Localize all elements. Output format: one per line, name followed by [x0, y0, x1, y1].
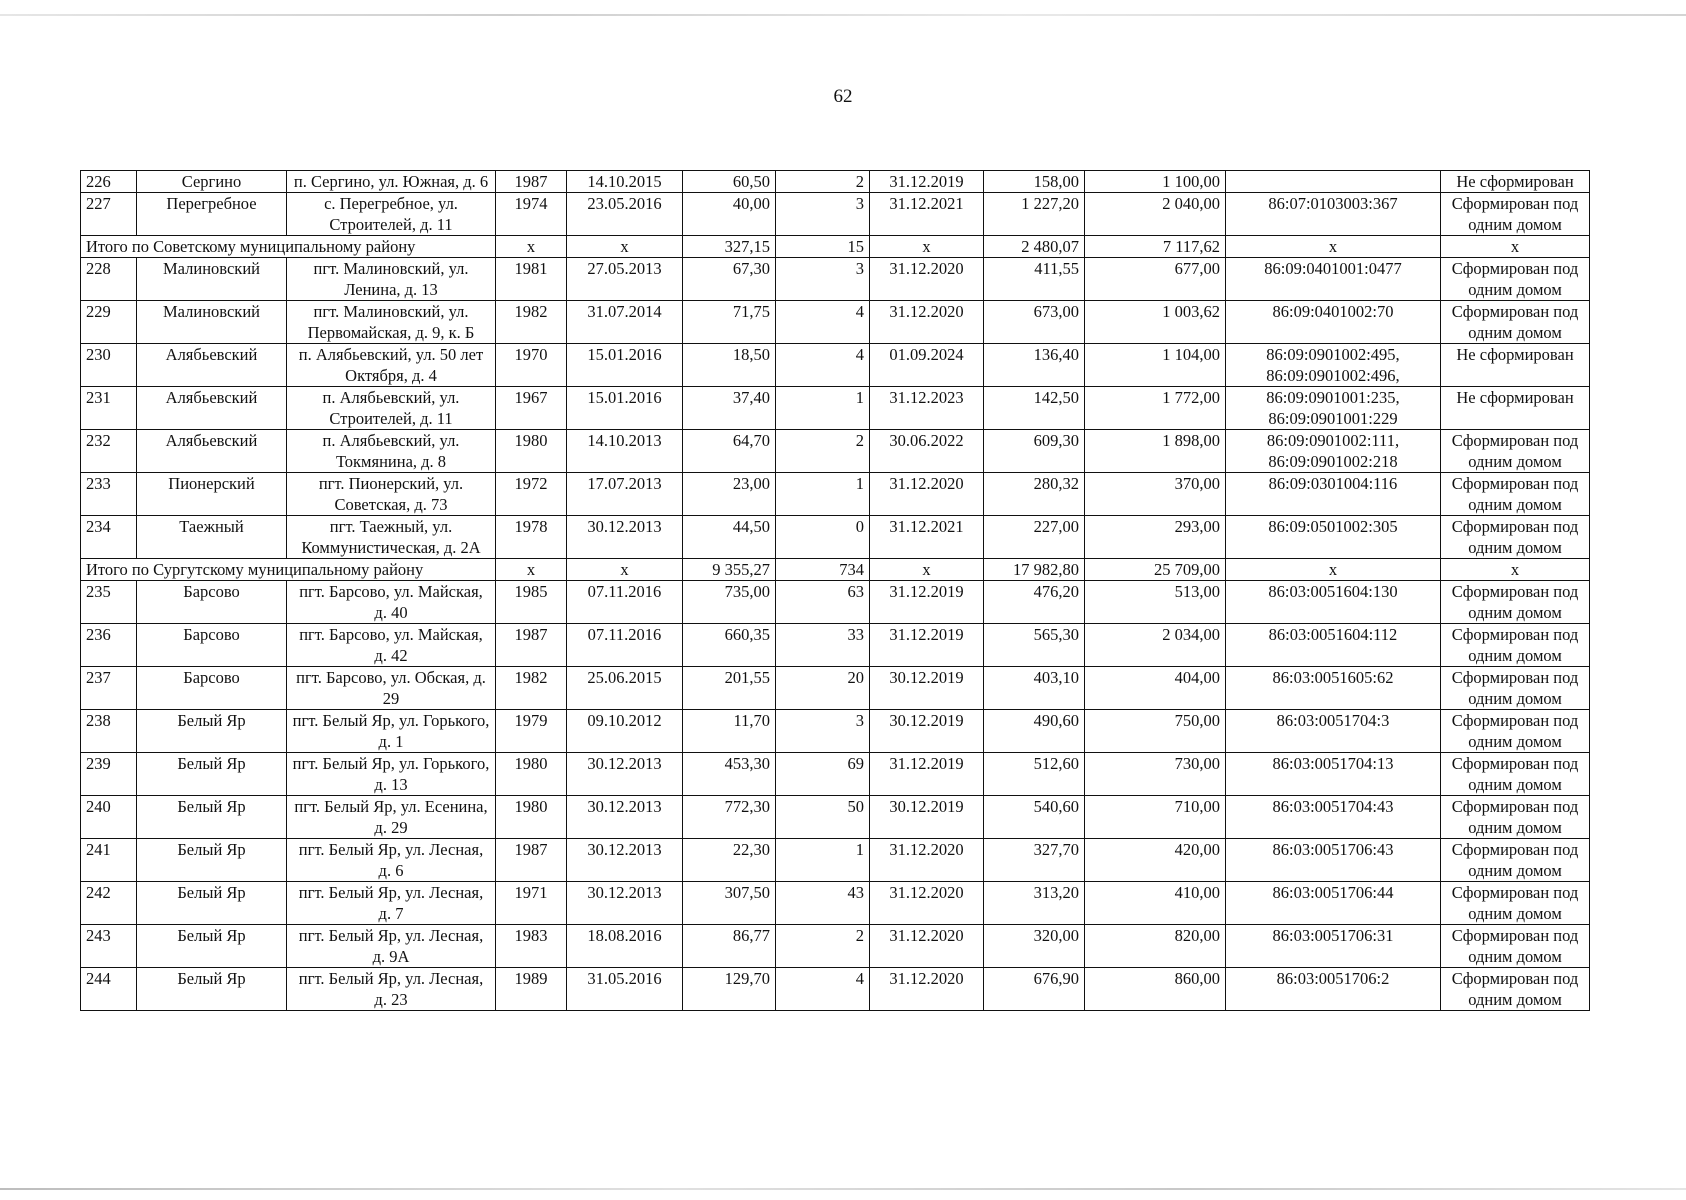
amount1-cell: 227,00	[984, 516, 1085, 559]
settlement-cell: Алябьевский	[137, 387, 287, 430]
deadline-cell: 31.12.2020	[870, 301, 984, 344]
amount2-cell: 404,00	[1085, 667, 1226, 710]
settlement-cell: Белый Яр	[137, 753, 287, 796]
amount1-cell: 565,30	[984, 624, 1085, 667]
register-table	[80, 170, 1590, 1011]
amount2-cell: 1 898,00	[1085, 430, 1226, 473]
amount1-cell: 313,20	[984, 882, 1085, 925]
amount2-cell: 293,00	[1085, 516, 1226, 559]
persons-cell: 734	[776, 559, 870, 581]
amount2-cell: 25 709,00	[1085, 559, 1226, 581]
status-cell: Сформирован под одним домом	[1441, 710, 1590, 753]
address-cell: п. Алябьевский, ул. 50 лет Октября, д. 4	[287, 344, 496, 387]
table-row	[81, 516, 1590, 559]
status-cell: х	[1441, 559, 1590, 581]
table-row	[81, 430, 1590, 473]
address-cell: пгт. Малиновский, ул. Первомайская, д. 9, к. Б	[287, 301, 496, 344]
table-row	[81, 301, 1590, 344]
subtotal-row	[81, 559, 1590, 581]
status-cell: Сформирован под одним домом	[1441, 193, 1590, 236]
row-number: 236	[81, 624, 137, 667]
settlement-cell: Пионерский	[137, 473, 287, 516]
subtotal-label: Итого по Советскому муниципальному району	[81, 236, 496, 258]
address-cell: пгт. Барсово, ул. Майская, д. 40	[287, 581, 496, 624]
cadastral-cell: 86:03:0051704:3	[1226, 710, 1441, 753]
page-number: 62	[833, 86, 853, 107]
deadline-cell: 31.12.2020	[870, 839, 984, 882]
amount2-cell: 370,00	[1085, 473, 1226, 516]
cadastral-cell: 86:03:0051706:43	[1226, 839, 1441, 882]
amount1-cell: 490,60	[984, 710, 1085, 753]
cadastral-cell: х	[1226, 559, 1441, 581]
settlement-cell: Сергино	[137, 171, 287, 193]
register-body	[81, 171, 1590, 1011]
area-cell: 67,30	[683, 258, 776, 301]
row-number: 238	[81, 710, 137, 753]
amount2-cell: 820,00	[1085, 925, 1226, 968]
amount2-cell: 730,00	[1085, 753, 1226, 796]
cadastral-cell: 86:09:0901001:235, 86:09:0901001:229	[1226, 387, 1441, 430]
status-cell: Сформирован под одним домом	[1441, 430, 1590, 473]
status-cell: Сформирован под одним домом	[1441, 258, 1590, 301]
status-cell: Сформирован под одним домом	[1441, 968, 1590, 1011]
settlement-cell: Таежный	[137, 516, 287, 559]
row-number: 241	[81, 839, 137, 882]
date-cell: 25.06.2015	[567, 667, 683, 710]
row-number: 229	[81, 301, 137, 344]
area-cell: 60,50	[683, 171, 776, 193]
cadastral-cell: 86:03:0051706:44	[1226, 882, 1441, 925]
year-cell: 1970	[496, 344, 567, 387]
persons-cell: 3	[776, 258, 870, 301]
cadastral-cell: 86:09:0301004:116	[1226, 473, 1441, 516]
persons-cell: 33	[776, 624, 870, 667]
date-cell: 30.12.2013	[567, 839, 683, 882]
year-cell: х	[496, 559, 567, 581]
persons-cell: 43	[776, 882, 870, 925]
date-cell: 17.07.2013	[567, 473, 683, 516]
area-cell: 44,50	[683, 516, 776, 559]
amount2-cell: 2 040,00	[1085, 193, 1226, 236]
deadline-cell: 31.12.2019	[870, 171, 984, 193]
status-cell: Не сформирован	[1441, 387, 1590, 430]
amount2-cell: 710,00	[1085, 796, 1226, 839]
year-cell: 1979	[496, 710, 567, 753]
table-row	[81, 258, 1590, 301]
deadline-cell: 31.12.2020	[870, 925, 984, 968]
persons-cell: 63	[776, 581, 870, 624]
area-cell: 11,70	[683, 710, 776, 753]
area-cell: 735,00	[683, 581, 776, 624]
date-cell: 27.05.2013	[567, 258, 683, 301]
date-cell: 30.12.2013	[567, 753, 683, 796]
persons-cell: 50	[776, 796, 870, 839]
table-row	[81, 753, 1590, 796]
status-cell: Сформирован под одним домом	[1441, 473, 1590, 516]
area-cell: 86,77	[683, 925, 776, 968]
persons-cell: 1	[776, 387, 870, 430]
settlement-cell: Белый Яр	[137, 882, 287, 925]
area-cell: 40,00	[683, 193, 776, 236]
amount2-cell: 677,00	[1085, 258, 1226, 301]
subtotal-row	[81, 236, 1590, 258]
address-cell: пгт. Пионерский, ул. Советская, д. 73	[287, 473, 496, 516]
status-cell: Сформирован под одним домом	[1441, 516, 1590, 559]
deadline-cell: 31.12.2020	[870, 882, 984, 925]
status-cell: Сформирован под одним домом	[1441, 624, 1590, 667]
row-number: 232	[81, 430, 137, 473]
cadastral-cell: 86:09:0401002:70	[1226, 301, 1441, 344]
year-cell: 1974	[496, 193, 567, 236]
date-cell: х	[567, 559, 683, 581]
cadastral-cell	[1226, 171, 1441, 193]
settlement-cell: Барсово	[137, 667, 287, 710]
persons-cell: 15	[776, 236, 870, 258]
settlement-cell: Алябьевский	[137, 430, 287, 473]
address-cell: пгт. Барсово, ул. Майская, д. 42	[287, 624, 496, 667]
address-cell: пгт. Таежный, ул. Коммунистическая, д. 2А	[287, 516, 496, 559]
settlement-cell: Барсово	[137, 581, 287, 624]
amount1-cell: 280,32	[984, 473, 1085, 516]
year-cell: 1972	[496, 473, 567, 516]
row-number: 237	[81, 667, 137, 710]
settlement-cell: Белый Яр	[137, 839, 287, 882]
area-cell: 772,30	[683, 796, 776, 839]
address-cell: пгт. Белый Яр, ул. Лесная, д. 9А	[287, 925, 496, 968]
deadline-cell: 31.12.2023	[870, 387, 984, 430]
status-cell: Сформирован под одним домом	[1441, 753, 1590, 796]
scan-edge-top	[0, 14, 1686, 16]
table-row	[81, 839, 1590, 882]
status-cell: Сформирован под одним домом	[1441, 882, 1590, 925]
amount2-cell: 420,00	[1085, 839, 1226, 882]
date-cell: 15.01.2016	[567, 344, 683, 387]
persons-cell: 0	[776, 516, 870, 559]
settlement-cell: Малиновский	[137, 258, 287, 301]
amount2-cell: 1 003,62	[1085, 301, 1226, 344]
date-cell: 07.11.2016	[567, 581, 683, 624]
amount1-cell: 676,90	[984, 968, 1085, 1011]
cadastral-cell: 86:03:0051604:112	[1226, 624, 1441, 667]
table-row	[81, 968, 1590, 1011]
status-cell: Не сформирован	[1441, 344, 1590, 387]
table-row	[81, 667, 1590, 710]
settlement-cell: Алябьевский	[137, 344, 287, 387]
persons-cell: 1	[776, 839, 870, 882]
amount1-cell: 158,00	[984, 171, 1085, 193]
amount2-cell: 750,00	[1085, 710, 1226, 753]
cadastral-cell: 86:03:0051704:43	[1226, 796, 1441, 839]
year-cell: 1983	[496, 925, 567, 968]
row-number: 233	[81, 473, 137, 516]
date-cell: 18.08.2016	[567, 925, 683, 968]
persons-cell: 1	[776, 473, 870, 516]
row-number: 227	[81, 193, 137, 236]
year-cell: 1987	[496, 839, 567, 882]
deadline-cell: 31.12.2020	[870, 968, 984, 1011]
scan-edge-bottom	[0, 1188, 1686, 1190]
status-cell: Сформирован под одним домом	[1441, 839, 1590, 882]
date-cell: 30.12.2013	[567, 796, 683, 839]
table-row	[81, 925, 1590, 968]
area-cell: 129,70	[683, 968, 776, 1011]
amount2-cell: 1 100,00	[1085, 171, 1226, 193]
deadline-cell: 30.12.2019	[870, 710, 984, 753]
amount2-cell: 410,00	[1085, 882, 1226, 925]
row-number: 239	[81, 753, 137, 796]
date-cell: 31.07.2014	[567, 301, 683, 344]
cadastral-cell: 86:03:0051604:130	[1226, 581, 1441, 624]
cadastral-cell: 86:03:0051706:31	[1226, 925, 1441, 968]
persons-cell: 4	[776, 344, 870, 387]
deadline-cell: 01.09.2024	[870, 344, 984, 387]
row-number: 231	[81, 387, 137, 430]
year-cell: 1967	[496, 387, 567, 430]
row-number: 244	[81, 968, 137, 1011]
cadastral-cell: 86:03:0051706:2	[1226, 968, 1441, 1011]
row-number: 242	[81, 882, 137, 925]
year-cell: 1980	[496, 796, 567, 839]
area-cell: 22,30	[683, 839, 776, 882]
table-row	[81, 171, 1590, 193]
amount1-cell: 1 227,20	[984, 193, 1085, 236]
year-cell: 1981	[496, 258, 567, 301]
address-cell: п. Алябьевский, ул. Строителей, д. 11	[287, 387, 496, 430]
table-row	[81, 882, 1590, 925]
status-cell: Сформирован под одним домом	[1441, 581, 1590, 624]
date-cell: 23.05.2016	[567, 193, 683, 236]
deadline-cell: 31.12.2019	[870, 624, 984, 667]
persons-cell: 2	[776, 430, 870, 473]
date-cell: 31.05.2016	[567, 968, 683, 1011]
persons-cell: 69	[776, 753, 870, 796]
table-row	[81, 387, 1590, 430]
persons-cell: 4	[776, 968, 870, 1011]
cadastral-cell: 86:09:0901002:495, 86:09:0901002:496,	[1226, 344, 1441, 387]
deadline-cell: 30.12.2019	[870, 796, 984, 839]
deadline-cell: 30.12.2019	[870, 667, 984, 710]
date-cell: 14.10.2015	[567, 171, 683, 193]
table-row	[81, 193, 1590, 236]
settlement-cell: Белый Яр	[137, 925, 287, 968]
address-cell: пгт. Малиновский, ул. Ленина, д. 13	[287, 258, 496, 301]
area-cell: 18,50	[683, 344, 776, 387]
year-cell: 1982	[496, 301, 567, 344]
amount1-cell: 540,60	[984, 796, 1085, 839]
table-row	[81, 796, 1590, 839]
area-cell: 71,75	[683, 301, 776, 344]
area-cell: 37,40	[683, 387, 776, 430]
deadline-cell: 31.12.2019	[870, 753, 984, 796]
amount1-cell: 17 982,80	[984, 559, 1085, 581]
cadastral-cell: х	[1226, 236, 1441, 258]
row-number: 228	[81, 258, 137, 301]
status-cell: Не сформирован	[1441, 171, 1590, 193]
amount1-cell: 142,50	[984, 387, 1085, 430]
persons-cell: 3	[776, 193, 870, 236]
date-cell: 15.01.2016	[567, 387, 683, 430]
table-row	[81, 344, 1590, 387]
address-cell: пгт. Белый Яр, ул. Лесная, д. 6	[287, 839, 496, 882]
deadline-cell: 30.06.2022	[870, 430, 984, 473]
address-cell: пгт. Барсово, ул. Обская, д. 29	[287, 667, 496, 710]
cadastral-cell: 86:03:0051704:13	[1226, 753, 1441, 796]
deadline-cell: 31.12.2021	[870, 193, 984, 236]
amount1-cell: 673,00	[984, 301, 1085, 344]
cadastral-cell: 86:03:0051605:62	[1226, 667, 1441, 710]
year-cell: 1982	[496, 667, 567, 710]
amount1-cell: 136,40	[984, 344, 1085, 387]
persons-cell: 4	[776, 301, 870, 344]
date-cell: 14.10.2013	[567, 430, 683, 473]
date-cell: 09.10.2012	[567, 710, 683, 753]
deadline-cell: 31.12.2019	[870, 581, 984, 624]
year-cell: 1980	[496, 753, 567, 796]
settlement-cell: Барсово	[137, 624, 287, 667]
area-cell: 307,50	[683, 882, 776, 925]
settlement-cell: Белый Яр	[137, 796, 287, 839]
deadline-cell: 31.12.2020	[870, 473, 984, 516]
table-row	[81, 710, 1590, 753]
year-cell: 1980	[496, 430, 567, 473]
settlement-cell: Перегребное	[137, 193, 287, 236]
persons-cell: 2	[776, 171, 870, 193]
status-cell: Сформирован под одним домом	[1441, 796, 1590, 839]
date-cell: 30.12.2013	[567, 882, 683, 925]
amount1-cell: 320,00	[984, 925, 1085, 968]
amount1-cell: 476,20	[984, 581, 1085, 624]
settlement-cell: Белый Яр	[137, 968, 287, 1011]
date-cell: 07.11.2016	[567, 624, 683, 667]
amount2-cell: 513,00	[1085, 581, 1226, 624]
amount1-cell: 609,30	[984, 430, 1085, 473]
amount1-cell: 327,70	[984, 839, 1085, 882]
row-number: 226	[81, 171, 137, 193]
persons-cell: 2	[776, 925, 870, 968]
area-cell: 453,30	[683, 753, 776, 796]
year-cell: 1978	[496, 516, 567, 559]
status-cell: Сформирован под одним домом	[1441, 925, 1590, 968]
area-cell: 9 355,27	[683, 559, 776, 581]
address-cell: пгт. Белый Яр, ул. Горького, д. 1	[287, 710, 496, 753]
amount2-cell: 860,00	[1085, 968, 1226, 1011]
address-cell: пгт. Белый Яр, ул. Есенина, д. 29	[287, 796, 496, 839]
amount1-cell: 512,60	[984, 753, 1085, 796]
address-cell: пгт. Белый Яр, ул. Лесная, д. 7	[287, 882, 496, 925]
amount1-cell: 403,10	[984, 667, 1085, 710]
deadline-cell: х	[870, 559, 984, 581]
table-row	[81, 581, 1590, 624]
status-cell: х	[1441, 236, 1590, 258]
cadastral-cell: 86:09:0901002:111, 86:09:0901002:218	[1226, 430, 1441, 473]
area-cell: 201,55	[683, 667, 776, 710]
amount2-cell: 1 772,00	[1085, 387, 1226, 430]
area-cell: 660,35	[683, 624, 776, 667]
amount1-cell: 411,55	[984, 258, 1085, 301]
year-cell: 1987	[496, 624, 567, 667]
area-cell: 23,00	[683, 473, 776, 516]
deadline-cell: х	[870, 236, 984, 258]
row-number: 243	[81, 925, 137, 968]
address-cell: с. Перегребное, ул. Строителей, д. 11	[287, 193, 496, 236]
table-row	[81, 624, 1590, 667]
amount2-cell: 7 117,62	[1085, 236, 1226, 258]
year-cell: 1989	[496, 968, 567, 1011]
deadline-cell: 31.12.2020	[870, 258, 984, 301]
persons-cell: 20	[776, 667, 870, 710]
row-number: 240	[81, 796, 137, 839]
cadastral-cell: 86:07:0103003:367	[1226, 193, 1441, 236]
status-cell: Сформирован под одним домом	[1441, 667, 1590, 710]
amount2-cell: 1 104,00	[1085, 344, 1226, 387]
year-cell: 1987	[496, 171, 567, 193]
row-number: 234	[81, 516, 137, 559]
settlement-cell: Малиновский	[137, 301, 287, 344]
subtotal-label: Итого по Сургутскому муниципальному району	[81, 559, 496, 581]
area-cell: 327,15	[683, 236, 776, 258]
address-cell: п. Алябьевский, ул. Токмянина, д. 8	[287, 430, 496, 473]
address-cell: п. Сергино, ул. Южная, д. 6	[287, 171, 496, 193]
year-cell: 1971	[496, 882, 567, 925]
year-cell: х	[496, 236, 567, 258]
status-cell: Сформирован под одним домом	[1441, 301, 1590, 344]
date-cell: х	[567, 236, 683, 258]
deadline-cell: 31.12.2021	[870, 516, 984, 559]
area-cell: 64,70	[683, 430, 776, 473]
amount2-cell: 2 034,00	[1085, 624, 1226, 667]
persons-cell: 3	[776, 710, 870, 753]
table-row	[81, 473, 1590, 516]
address-cell: пгт. Белый Яр, ул. Горького, д. 13	[287, 753, 496, 796]
year-cell: 1985	[496, 581, 567, 624]
date-cell: 30.12.2013	[567, 516, 683, 559]
cadastral-cell: 86:09:0401001:0477	[1226, 258, 1441, 301]
row-number: 230	[81, 344, 137, 387]
settlement-cell: Белый Яр	[137, 710, 287, 753]
amount1-cell: 2 480,07	[984, 236, 1085, 258]
row-number: 235	[81, 581, 137, 624]
cadastral-cell: 86:09:0501002:305	[1226, 516, 1441, 559]
address-cell: пгт. Белый Яр, ул. Лесная, д. 23	[287, 968, 496, 1011]
